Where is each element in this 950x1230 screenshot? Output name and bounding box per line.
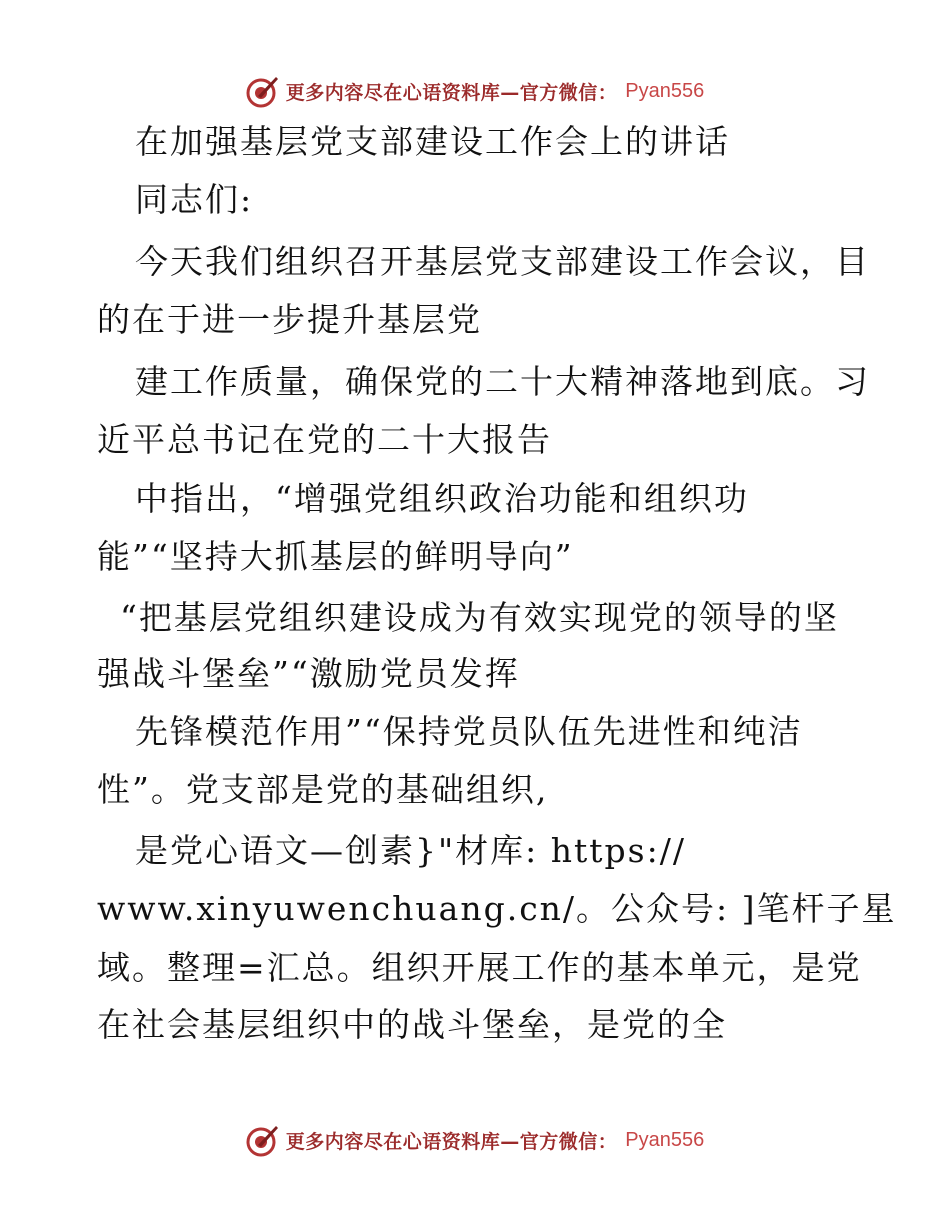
quill-seal-logo-icon: [246, 74, 280, 108]
document-line: “把基层党组织建设成为有效实现党的领导的坚: [120, 598, 839, 637]
document-line: 是党心语文—创素}"材库: https://: [135, 831, 686, 870]
document-line: 的在于进一步提升基层党: [97, 300, 482, 339]
footer-banner: [0, 1120, 950, 1160]
header-banner: [0, 71, 950, 111]
document-line: 中指出，“增强党组织政治功能和组织功: [135, 479, 749, 518]
footer-banner-text: 更多内容尽在心语资料库—官方微信：: [285, 1130, 618, 1153]
footer-banner-id: Pyan556: [625, 1128, 705, 1151]
document-line: 近平总书记在党的二十大报告: [97, 420, 552, 459]
document-line: 同志们:: [135, 180, 254, 219]
document-line: 在社会基层组织中的战斗堡垒，是党的全: [97, 1005, 727, 1044]
header-banner-text: 更多内容尽在心语资料库—官方微信：: [285, 81, 618, 104]
document-line: 能”“坚持大抓基层的鲜明导向”: [97, 537, 574, 576]
document-title: 在加强基层党支部建设工作会上的讲话: [135, 122, 730, 161]
document-line: 先锋模范作用”“保持党员队伍先进性和纯洁: [135, 712, 803, 751]
document-line: 建工作质量，确保党的二十大精神落地到底。习: [135, 362, 870, 401]
header-banner-id: Pyan556: [625, 79, 705, 102]
quill-seal-logo-icon: [246, 1123, 280, 1157]
document-line: 性”。党支部是党的基础组织,: [97, 770, 549, 809]
document-line: 强战斗堡垒”“激励党员发挥: [97, 654, 520, 693]
document-line: 今天我们组织召开基层党支部建设工作会议，目: [135, 242, 870, 281]
document-line: www.xinyuwenchuang.cn/。公众号: ]笔杆子星: [97, 889, 897, 928]
document-line: 域。整理=汇总。组织开展工作的基本单元，是党: [97, 948, 862, 987]
